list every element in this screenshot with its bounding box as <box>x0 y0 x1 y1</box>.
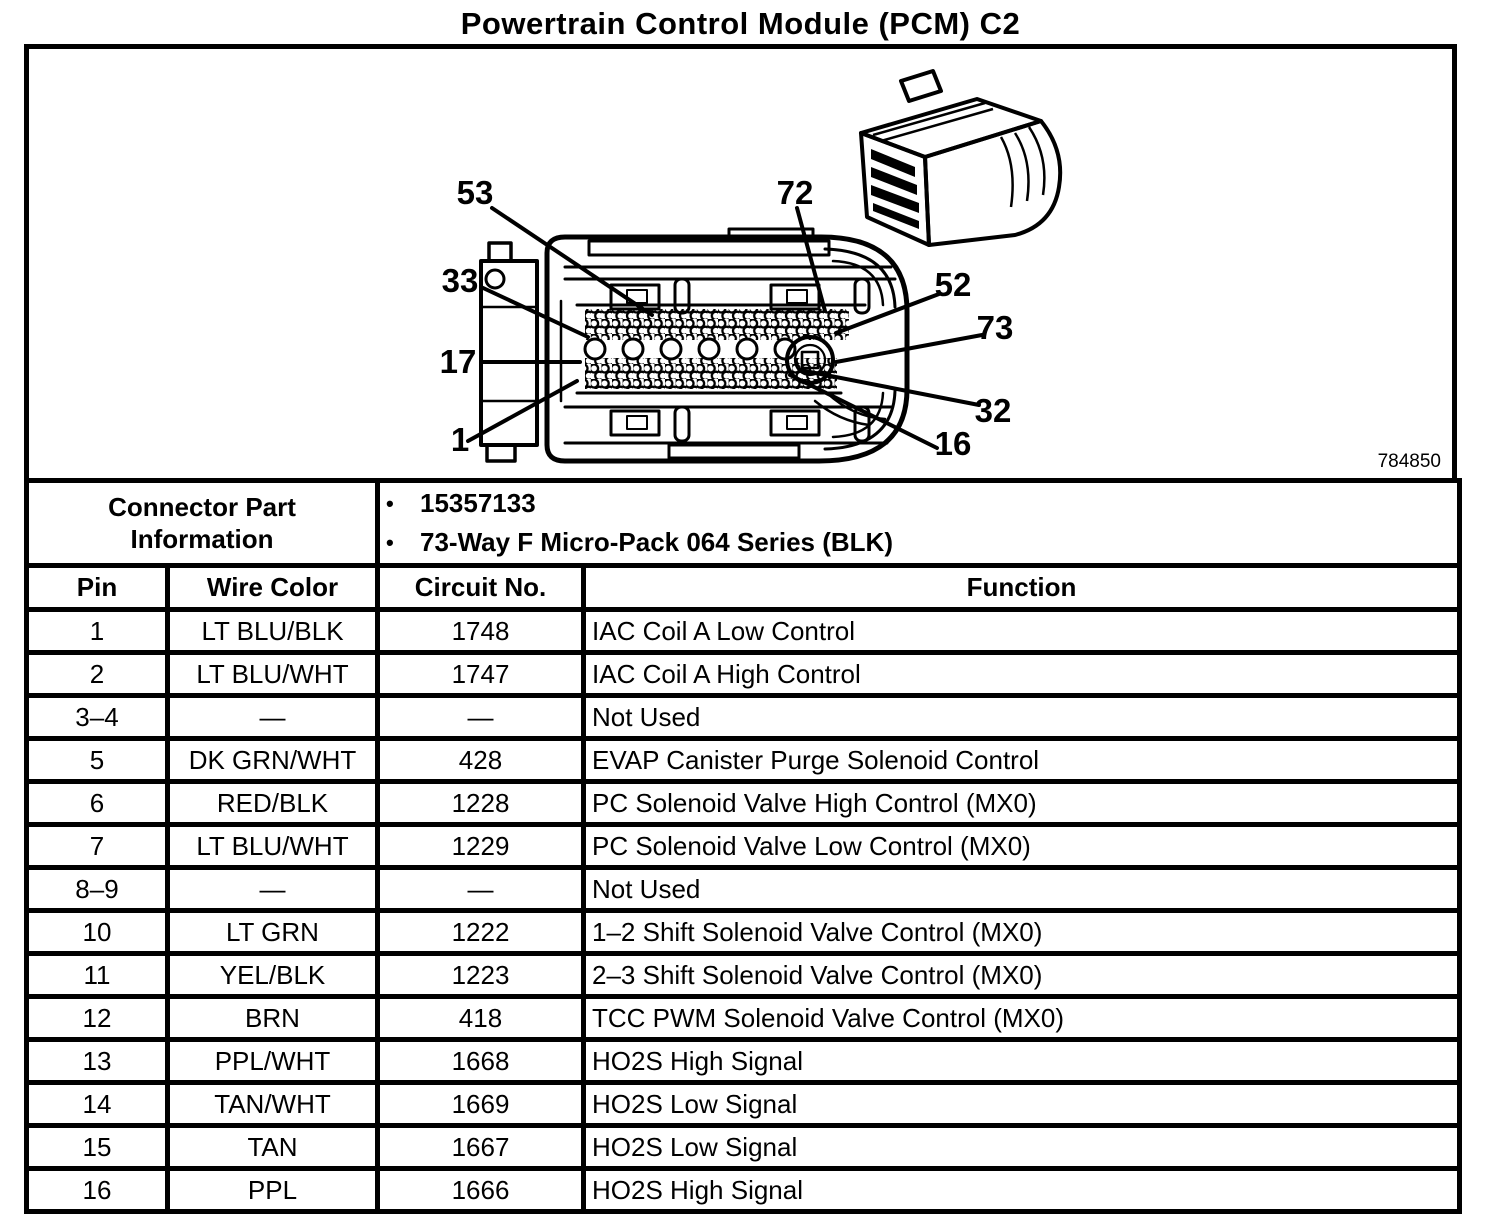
pin-cell: 16 <box>27 1169 168 1212</box>
wire-color-cell: LT BLU/BLK <box>168 610 378 653</box>
pinout-table <box>24 478 1462 1214</box>
wire-color-cell: PPL <box>168 1169 378 1212</box>
function-cell: Not Used <box>584 868 1460 911</box>
pin-cell: 7 <box>27 825 168 868</box>
function-cell: HO2S Low Signal <box>584 1126 1460 1169</box>
pin-cell: 15 <box>27 1126 168 1169</box>
connector-body-outline <box>547 237 907 461</box>
pin-cell: 8–9 <box>27 868 168 911</box>
table-header-row <box>27 566 1460 610</box>
pin-cell: 12 <box>27 997 168 1040</box>
callout-17: 17 <box>439 343 477 380</box>
connector-face-drawing <box>481 229 907 461</box>
bottom-latch-details <box>565 407 891 458</box>
callout-1: 1 <box>450 421 470 458</box>
function-cell: HO2S Low Signal <box>584 1083 1460 1126</box>
pin-band-bottom <box>585 358 837 389</box>
circuit-cell: 1668 <box>378 1040 584 1083</box>
pin-cell: 14 <box>27 1083 168 1126</box>
col-header-circuit-no: Circuit No. <box>378 566 584 610</box>
connector-3d-view <box>861 71 1060 245</box>
connector-part-info-label: Connector Part Information <box>108 491 296 554</box>
table-row <box>27 1169 1460 1212</box>
circuit-cell: — <box>378 868 584 911</box>
pin-cell: 10 <box>27 911 168 954</box>
wire-color-cell: BRN <box>168 997 378 1040</box>
pin-row-middle <box>585 339 795 359</box>
table-row <box>27 1083 1460 1126</box>
connector-series-line <box>386 523 1451 562</box>
wire-color-cell: YEL/BLK <box>168 954 378 997</box>
col-header-pin: Pin <box>27 566 168 610</box>
wire-color-cell: LT GRN <box>168 911 378 954</box>
table-row <box>27 868 1460 911</box>
circuit-cell: 1747 <box>378 653 584 696</box>
figure-number: 784850 <box>1377 451 1441 472</box>
function-cell: 1–2 Shift Solenoid Valve Control (MX0) <box>584 911 1460 954</box>
pin-cell: 1 <box>27 610 168 653</box>
callout-52: 52 <box>934 266 972 303</box>
table-row <box>27 997 1460 1040</box>
function-cell: IAC Coil A High Control <box>584 653 1460 696</box>
wire-color-cell: LT BLU/WHT <box>168 825 378 868</box>
terminal-slots <box>871 149 919 229</box>
table-row <box>27 739 1460 782</box>
connector-part-info-cell <box>27 481 378 566</box>
table-row <box>27 825 1460 868</box>
top-latch-details <box>565 229 895 313</box>
callout-72: 72 <box>776 174 814 211</box>
col-header-wire-color: Wire Color <box>168 566 378 610</box>
connector-diagram-svg <box>29 49 1452 473</box>
circuit-cell: 1223 <box>378 954 584 997</box>
function-cell: HO2S High Signal <box>584 1169 1460 1212</box>
function-cell: PC Solenoid Valve Low Control (MX0) <box>584 825 1460 868</box>
circuit-cell: 1222 <box>378 911 584 954</box>
circuit-cell: 1748 <box>378 610 584 653</box>
function-cell: IAC Coil A Low Control <box>584 610 1460 653</box>
pin-cell: 6 <box>27 782 168 825</box>
page-title: Powertrain Control Module (PCM) C2 <box>460 6 1021 41</box>
pin-cell: 3–4 <box>27 696 168 739</box>
callout-53: 53 <box>456 174 494 211</box>
connector-series: 73-Way F Micro-Pack 064 Series (BLK) <box>420 527 893 557</box>
wire-color-cell: LT BLU/WHT <box>168 653 378 696</box>
function-cell: 2–3 Shift Solenoid Valve Control (MX0) <box>584 954 1460 997</box>
callout-33: 33 <box>441 262 479 299</box>
pin-cell: 5 <box>27 739 168 782</box>
table-row <box>27 1126 1460 1169</box>
wire-color-cell: PPL/WHT <box>168 1040 378 1083</box>
wire-color-cell: DK GRN/WHT <box>168 739 378 782</box>
connector-diagram <box>24 44 1457 478</box>
callout-16: 16 <box>934 425 972 462</box>
circuit-cell: 1667 <box>378 1126 584 1169</box>
bullet-icon: • <box>386 530 394 555</box>
content-frame <box>24 44 1457 1214</box>
wire-color-cell: RED/BLK <box>168 782 378 825</box>
table-row <box>27 610 1460 653</box>
function-cell: HO2S High Signal <box>584 1040 1460 1083</box>
col-header-function: Function <box>584 566 1460 610</box>
connector-info-row <box>27 481 1460 566</box>
connector-part-details-cell <box>378 481 1460 566</box>
table-row <box>27 653 1460 696</box>
circuit-cell: 1669 <box>378 1083 584 1126</box>
bullet-icon: • <box>386 491 394 516</box>
connector-part-number-line <box>386 484 1451 523</box>
pin-cell: 13 <box>27 1040 168 1083</box>
pin-cell: 2 <box>27 653 168 696</box>
circuit-cell: 418 <box>378 997 584 1040</box>
table-row <box>27 911 1460 954</box>
wire-color-cell: — <box>168 868 378 911</box>
function-cell: TCC PWM Solenoid Valve Control (MX0) <box>584 997 1460 1040</box>
table-row <box>27 954 1460 997</box>
callout-32: 32 <box>974 392 1012 429</box>
table-row <box>27 696 1460 739</box>
callout-73: 73 <box>976 309 1014 346</box>
table-row <box>27 1040 1460 1083</box>
circuit-cell: — <box>378 696 584 739</box>
wire-color-cell: TAN <box>168 1126 378 1169</box>
circuit-cell: 1666 <box>378 1169 584 1212</box>
circuit-cell: 428 <box>378 739 584 782</box>
table-row <box>27 782 1460 825</box>
wire-color-cell: TAN/WHT <box>168 1083 378 1126</box>
function-cell: EVAP Canister Purge Solenoid Control <box>584 739 1460 782</box>
connector-part-number: 15357133 <box>420 488 536 518</box>
function-cell: PC Solenoid Valve High Control (MX0) <box>584 782 1460 825</box>
function-cell: Not Used <box>584 696 1460 739</box>
wire-color-cell: — <box>168 696 378 739</box>
circuit-cell: 1228 <box>378 782 584 825</box>
pin-cell: 11 <box>27 954 168 997</box>
circuit-cell: 1229 <box>378 825 584 868</box>
